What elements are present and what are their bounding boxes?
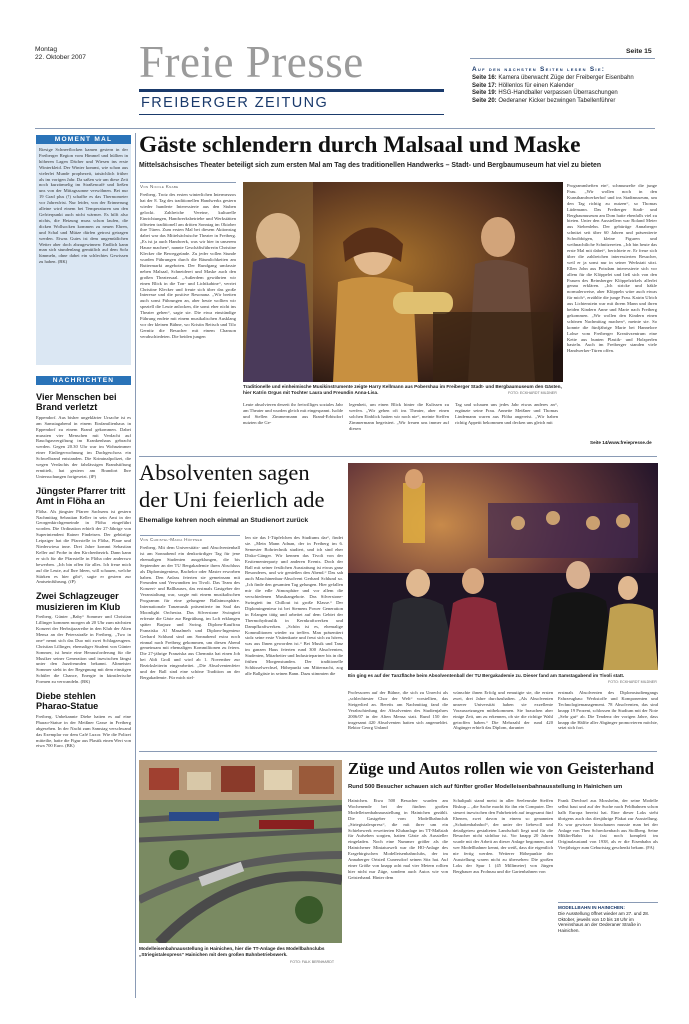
moment-mal-box	[36, 135, 131, 365]
news-item-title: Diebe stehlen Pharao-Statue	[36, 691, 99, 712]
article2-byline: Von Christel-Maria Höppner	[140, 537, 203, 542]
preview-item-page: Seite 19:	[472, 90, 497, 97]
news-item	[36, 691, 131, 749]
article1-continued: Seite 14/www.freiepresse.de	[590, 440, 652, 445]
preview-list	[472, 75, 657, 105]
preview-rule	[470, 58, 655, 59]
preview-item[interactable]	[472, 90, 657, 98]
article3-headline: Züge und Autos rollen wie von Geisterhand	[348, 759, 654, 778]
news-list	[36, 389, 131, 994]
news-item-title: Jüngster Pfarrer tritt Amt in Flöha an	[36, 485, 126, 507]
preview-item-text: Oederaner Kicker bezwingen Tabellenführer	[496, 97, 616, 104]
article1-bottom-rule	[139, 456, 657, 457]
preview-item-page: Seite 20:	[472, 97, 497, 104]
news-item-title: Zwei Schlagzeuger musizieren im Klub	[36, 591, 121, 612]
article2-photo-caption: Ein ging es auf der Tanzfläche beim Absolventenball der TU Bergakademie zu. Dieser fand am Samstagabend im Tivoli statt.	[348, 673, 625, 678]
article1-col2: Leute absolvieren derzeit ihr freiwilliges soziales Jahr am Theater und wurden gleich mit eingespannt. Isolde und Stellen Zimmermann aus Brand-Erbisdorf nutzten die Ge-	[243, 402, 343, 425]
preview-item[interactable]	[472, 98, 657, 106]
masthead-underline	[139, 114, 444, 115]
news-heading: NACHRICHTEN	[36, 376, 131, 385]
museum-instruments-photo	[243, 182, 563, 382]
article1-col4: Tag und schauen uns jedes Jahr etwas anderes an“, ergänzte seine Frau. Annette Meißner und Thomas Lindemann waren aus Flöha angereist. „Wir haben richtig Appetit bekommen und decken uns gleich mit	[455, 402, 558, 425]
preview-box	[472, 66, 657, 105]
article1-col1: Freiberg. Trotz des ersten winterlichen Intermezzos hat der 8. Tag des traditionellen Handwerks gestern wieder hunderte Interessierte aus den Stuben gelockt. Zahlreiche Vereine, kulturelle Einrichtungen, Handwerksbetriebe und Werkstätten öffneten traditionell am dritten Sonntag im Oktober ihre Türen. Zum ersten Mal bei diesem Aktionstag dabei war das Mittelsächsische Theater in Freiberg. „Es ist ja auch Handwerk, was wir hier in unserem Hause machen“, nannte Geschäftsführerin Christine Klecker die Beweggründe. Zu jeder vollen Stunde wurden Führungen durch die Räumlichkeiten am Buttermarkt angeboten. Der Rundgang umfasste neben Malsaal, Schneiderei und Maske auch den großen Theatersaal. „Außerdem gewährten wir einen Blick in die Ton- und Lichtkabine“, verriet Christine Klecker und freute sich über das große Interesse und die positive Resonanz. „Wir breiten auch sonst Führungen an, aber heute wollten wir speziell die Leute anlocken, die sonst eher nicht ins Theater gehen“, sagte sie. Die etwa einstündige Führung endete mit einem musikalischen Ausklang vor der kleinen Bühne, wo Kristin Reitsch und Tilo Gernitz die Besucher mit einem Chanson verabschiedeten. Die beiden jungen	[140, 192, 236, 339]
article3-col3: Frank Drechsel aus Mosshelm, der seine Modelle selbst baut und auf der Suche nach Feldbahnen schon halb Europa bereist hat. Eine dieser Loks steht übrigens auch das diesjährige Plakat zur Ausstellung. Es war gewisser hinschauen musste man bei der Anlage von Theo Schreckenbach aus Stollberg. Seine Miklin-Bahn ist fast noch komplett im Originalzustand von 1938, als er die Eisenbahn als Vierjähriger zum Geburtstag geschenkt bekam. (FA)	[558, 798, 658, 851]
page-number: Seite 15	[626, 48, 652, 55]
news-item-title: Vier Menschen bei Brand verletzt	[36, 392, 117, 413]
news-box	[36, 376, 131, 385]
moment-mal-heading: MOMENT MAL	[36, 135, 131, 144]
article3-col1: Hainichen. Etwa 500 Besucher wurden am Wochenende bei der fünften großen Modelleisenbahnausstellung in Hainichen gezählt. Die Gastgeber vom Modellbahnclub „Striegistalexpress“, die mit ihrer um ein Schiebewerk erweiterten Klubanlage im TT-Maßstab für Aufsehen sorgten, hatten Gäste als Aussteller eingeladen. Noch eine Nummer größer als die Hainichener Miniaturwelt war die HO-Anlage des Erzgebirgischen Modelleisenbahnclubs, der im Annaberger Ortsteil Cunersdorf seinen Sitz hat. Auf einer Größe von knapp acht mal vier Metern rollten hier nicht nur Züge, sondern auch Autos wie von Geisterhand. Hinter dem	[348, 798, 448, 880]
ball-dance-photo	[348, 463, 658, 670]
article1-photo	[243, 182, 563, 382]
preview-item-text: Höllenlos für einen Kalender	[496, 82, 574, 89]
moment-mal-text: Riesige Schneeflocken kamen gestern in der Freiberger Region vom Himmel und hüllten in höheren Lagen Dächer und Wiesen ins erste Winterkleid. Der Winter kommt, wie schon aus vielerlei Munde prophezeit, tatsächlich früher als im vorigen Jahr. Da saßen wir um diese Zeit noch kurzärmelig im Straßencafé und ließen uns von der Mittagssonne verwöhnen. Bei nur 19 Grad plus (!) schaffte es das Thermometer vor Jahresfrist. Nur leider, von der Erinnerung alleine wird einem bei Temperaturen um den Gefrierpunkt auch nicht wärmer. Es hilft also nichts, die Heizung muss schon laufen, die dicken Wollsocken kommen zu neuen Ehren, und Schal und Mütze dürfen getrost getragen werden. Etwas Gutes ist dem ungemütlichen Wetter aber doch abzugewinnen: Endlich kann man sich stundenlang gemütlich auf dem Sofa lümmeln, ohne dabei ein schlechtes Gewissen zu haben. (BK)	[39, 147, 128, 265]
article2-photo-credit: FOTO: ECKHARDT MILDNER	[608, 680, 657, 684]
article3-box-rule	[558, 902, 658, 903]
article2-col4: wünschte ihnen Erfolg und ermutigte sie, die ersten zwei, drei Jahre durchzuhalten. „Als Absolventen unserer Universität haben sie exzellente Voraussetzungen mitbekommen. Sie brauchen aber einige Zeit, um zu erkennen, ob sie die richtige Wahl getroffen haben.“ Die Mehrzahl der rund 420 Abgänger erhielt das Diplom, darunter	[453, 690, 553, 731]
news-item	[36, 591, 131, 685]
model-railway-photo	[139, 760, 342, 943]
article2-col5: erstmals Absolventen des Diplomstudiengangs Fahrzeugbau: Werkstoffe und Komponenten und Technologiemanagement. 78 Absolventen, das sind knapp 19 Prozent, schlossen ihr Studium mit der Note „Sehr gut“ ab. Die Tendenz der vorigen Jahre, dass knapp die Hälfte aller Abgänger promovieren möchte, setzt sich fort.	[558, 690, 658, 731]
article3-box-text: Die Ausstellung öffnet wieder am 27. und 28. Oktober, jeweils von 10 bis 18 Uhr im Vereinshaus an der Oederaner Straße in Hainichen.	[558, 910, 650, 934]
news-item-text: Flöha. Als jüngster Pfarrer Sachsens ist gestern Nachmittag Sebastian Keller in sein Amt in der Georgenkirchgemeinde in Flöha eingeführt worden. Die Ordination erhielt der 27-Jährige von Superintendent Rainer Findeisen. Der gebürtige Leipziger hat die Pfarrstelle in Flöha, Plaue und Niederwiesa inne. Drei Jahre kommt Sebastian Keller auf Probe in den Kirchenbezirk. Dann kann er sich für die Pfarrstelle in Flöha oder anderswo bewerben. „Ich bin offen für alles. Ich freue mich auf die Leute, auf Ihre Ideen, will schauen, welche Stärken es hier gibt“, sagte er gestern zur Amtseinführung. (fP)	[36, 508, 131, 585]
article1-photo-caption: Traditionelle und einheimische Musikinstrumente zeigte Harry Kellmann aus Pobershau im Freiberger Stadt- und Bergbaumuseum den Gästen, hier Katrin Orgus mit Tochter Laura und Freundin Anna-Lisa.	[243, 384, 562, 395]
article3-photo-credit: FOTO: FALK BERNHARDT	[290, 960, 335, 964]
top-rule	[35, 128, 655, 129]
article2-col3: Professoren auf der Bühne, die sich zu Unrecht als „schlechtester Chor der Welt“ vorstellten, das Steigerlied an. Bereits am Nachmittag fand die Verabschiedung der Absolventen des Studienjahres 2006/07 in der Alten Mensa statt. Rund 150 der insgesamt 420 Absolventen hatten sich angemeldet. Rektor Georg Unland	[348, 690, 448, 731]
news-item	[36, 392, 131, 480]
news-item	[36, 486, 131, 586]
preview-item-text: HSG-Handballer verpassen Überraschungen	[496, 90, 618, 97]
article2-subheadline: Ehemalige kehren noch einmal an Studienort zurück	[139, 517, 309, 524]
article3-photo-caption: Modelleisenbahnausstellung in Hainichen, hier die TT-Anlage des Modellbahnclubs „Striegistalexpress“ Hainichen mit dem großen Bahnbetriebswerk.	[139, 946, 325, 957]
issue-date: Montag 22. Oktober 2007	[35, 46, 86, 61]
preview-item-page: Seite 16:	[472, 75, 497, 81]
article3-photo	[139, 760, 342, 943]
article2-col1: Freiberg. Mit dem Universitäts- und Absolventenball ist am Sonnabend ein denkwürdiger Tag für jene ehemaligen Studenten ausgeklungen, die bis September an der TU Bergakademie ihren Abschluss als Diplomingenieur, Bachelor oder Master erworben haben. Den Anlass feierten sie gemeinsam mit Freunden und Verwandten im Tivoli. Das Team des Konzert- und Ballhauses, das erstmals Gastgeber der Veranstaltung war, sorgte mit einem musikalischen Programm für eine gelungene Ballatmosphäre. Internationale Tanzmusik präsentierte im Saal das Moonlight Orchestra. Das Silverstone Swingtett erfreute die Gäste zur Begrüßung, im Loft erklangen später Barjazz und Swing. Diplom-Kauffrau Franziska Al Masalmeh und Diplom-Ingenieur Gerhard Schlund sind am Sonnabend extra noch einmal nach Freiberg gekommen, um diesen Abend gemeinsam mit ehemaligen Kommilitonen zu feiern. Die 27-jährige Franziska aus Chemnitz hat einen Job bei Aldi Groß und wird ab 1. November zur Bezirksleiterin eingearbeitet. „Die Absolventenfeier und der Ball sind eine schöne Tradition an der Bergakademie. Für mich stel-	[140, 545, 240, 680]
article1-byline: Von Nicole Knabe	[140, 184, 179, 189]
article3-info-box	[558, 905, 658, 934]
article1-photo-credit: FOTO: ECKHARDT MILDNER	[508, 391, 557, 395]
newspaper-title: Freie Presse	[139, 37, 364, 87]
news-item-text: Freiberg. Günter „Baby“ Sommer und Christian Lillinger kommen morgen ab 20 Uhr zum nächsten Konzert der Herbstjazzreihe in den Klub der Alten Mensa an der Petersstraße in Freiberg. „Two in one“ nennt sich das Duo mit zwei Schlagzeugern. Christian Lillinger, ehemaliger Student von Günter Sommer, ist heute eine Herausforderung für die Musiker seiner Generation und inzwischen längst unter den Jazzfreunden bekannt. Altmeister Sommer sieht in der Begegnung mit dem einstigen Schüler die Chance, Energie in künstlerische Formen zu verwandeln. (BK)	[36, 614, 131, 685]
news-item-text: Eppendorf. Aus bisher ungeklärter Ursache ist es am Samstagabend in einem Einfamilienhaus in Eppendorf zu einem Brand gekommen. Dabei mussten vier Menschen mit Verdacht auf Rauchgasvergiftung im Krankenhaus gebracht werden. Gegen 20.30 Uhr war im Wohnzimmer einer Einliegerwohnung im Dachgeschoss ein Schwelbrand entstanden. Die Kriminalpolizei, die wegen Verdachts der fahrlässigen Brandstiftung ermittelt, hat gestern am Brandort Ihre Untersuchungen fortgesetzt. (fP)	[36, 414, 131, 479]
news-item-text: Freiberg. Unbekannte Diebe hatten es auf eine Pharao-Statue in der Meißner Gasse in Freiberg abgesehen. In der Nacht zum Samstag verschwand das Exemplar vor dem Café Luxor. Wie die Polizei mitteilte, hatte die Figur aus Plastik einen Wert von etwa 700 Euro. (BK)	[36, 713, 131, 749]
article3-box-heading: MODELLBAHN IN HAINICHEN:	[558, 905, 625, 910]
article1-col3: legenheit, um einen Blick hinter die Kulissen zu werfen. „Wir gehen oft ins Theater, aber einen solchen Einblick hatten wir noch nie“, meinte Steffen Zimmermann begeistert. „Wir freuen uns immer auf diesen	[349, 402, 449, 431]
article3-col2: Schaltpult stand meist in aller Seelenruhe Steffen Biskup – „die Sache macht für ihn ein Computer. Der steuert inzwischen den Fahrbetrieb auf insgesamt fünf Ebenen, zwei davon in einem so genannten „Schattenbahnhof“, der unter der liebevoll und detailgetreu gestalteten Landschaft liegt und für die Besucher nicht sichtbar ist. Vor knapp 20 Jahren wurde mit der Arbeit an dieser Anlage begonnen, und wer Modellbahner kennt, der weiß, dass die eigentlich nie fertig werden. Weiterer Höhepunkte der Ausstellung waren nicht zu übersehen: Die großen Loks der Spur 1 (45 Millimeter) von Jürgen Bergbauer aus Frohnau und die Gartenbahnen von	[453, 798, 553, 874]
article1-headline: Gäste schlendern durch Malsaal und Maske	[139, 132, 581, 158]
article1-byline-rule	[140, 182, 236, 183]
article1-col5: Programmheften ein“, schmunzelte die junge Frau. „Wir wollen noch in den Kunsthandwerkerhof und ins Stadtmuseum, um den Tag richtig zu nutzen“, so Thomas Lüdemann. Das Freiberger Stadt- und Bergbaumuseum am Dom hatte ebenfalls viel zu bieten. Unter den Ausstellern war Roland Meier aus Siebenlehn. Der gebürtige Annaberger schnitzt seit über 60 Jahren und präsentierte Schwibbögen, kleine Figuren und weihnachtliche Schnitzereien. „Ich bin heute das erste Mal mit dabei“, berichtete er. Er freue sich über die zahlreichen interessierten Besucher, weil er ja sonst nur in seiner Werkstatt sitzt. Ellen John aus Potsdam interessierte sich vor allem für die Klöppelei und ließ sich von den Frauen des Reinsberger Klöppelzirkels allerlei genau erklären. „Ich stricke und häkle normalerweise, aber Klöppeln wäre auch etwas für mich“, erzählte die junge Frau. Katrin Ulrich aus Lichtenstein war mit ihrem Mann und ihren beiden Kindern Anne und Marie nach Freiberg gekommen. „Wir wollen den Kindern einen schönen Nachmittag machen“, meinte sie. So konnte die fünfjährige Marie bei Hannelore Lohse vom Freiberger Kreativzentrum eine Kette aus bunten Plastik- und Holzperlen basteln. Auch im Freiberger standen viele Handwerker-Türen offen.	[567, 183, 657, 354]
preview-item[interactable]	[472, 75, 657, 83]
edition-title: FREIBERGER ZEITUNG	[141, 95, 329, 111]
article3-subheadline: Rund 500 Besucher schauen sich auf fünfter großer Modelleisenbahnausstellung in Hainichen um	[348, 784, 623, 790]
article2-bottom-rule	[139, 751, 657, 752]
article2-col2: len sie das I-Tüpfelchen des Studiums dar“, findet sie. „Mein Mann Adnan, der in Freiberg im 6. Semester Bohrtechnik studiert, und ich sind eher Disko-Gänger. Wir kennen das Tivoli von der Ersitementerparty und anderen Events. Doch der Ball mit seiner festlichen Ausstattung ist etwas ganz Besonderes, und wir genießen den Abend.“ Das sah auch Maschinenbau-Absolvent Gerhard Schlund so. „Ich finde den gesamten Tag gelungen. Hier gefallen mir die edle Atmosphäre und vor allem die verschiedenen Musikangebote. Das Silverstone-Swingtett im Chillout ist große Klasse.“ Der Diplomingenieur ist bei Siemens Power Generation in Erlangen tätig und arbeitet auf dem Gebiet der Thermohydraulik in Kernkraftwerken und Dampfkraftwerken. „Schön ist es, ehemalige Kommilitonen wieder zu treffen. Man präsentiert stolz seine erste Visitenkarte und freut sich zu hören, was aus Ihnen geworden ist.“ Bei Musik und Tanz im ganzen Haus feierten rund 300 Absolventen, Studenten, Mitarbeiter und Industriepartner bis in die frühen Morgenstunden. Der traditionelle Schlüsselwechsel, Höhepunkt um Mitternacht, zog alle Ballgäste in seinen Bann. Dazu stimmten die	[245, 535, 343, 676]
article2-byline-rule	[140, 535, 240, 536]
masthead-rule	[139, 89, 444, 92]
sidebar-divider	[135, 133, 136, 998]
article2-photo	[348, 463, 658, 670]
article1-subheadline: Mittelsächsisches Theater beteiligt sich zum ersten Mal am Tag des traditionellen Handwerks – Stadt- und Bergbaumuseum hat viel zu bieten	[139, 162, 602, 169]
preview-item-page: Seite 17:	[472, 82, 497, 89]
preview-item-text: Kamera überwacht Züge der Freiberger Eisenbahn	[496, 75, 634, 81]
preview-heading: Auf den nächsten Seiten lesen Sie:	[472, 66, 606, 73]
article2-headline: Absolventen sagen der Uni feierlich ade	[139, 460, 325, 512]
